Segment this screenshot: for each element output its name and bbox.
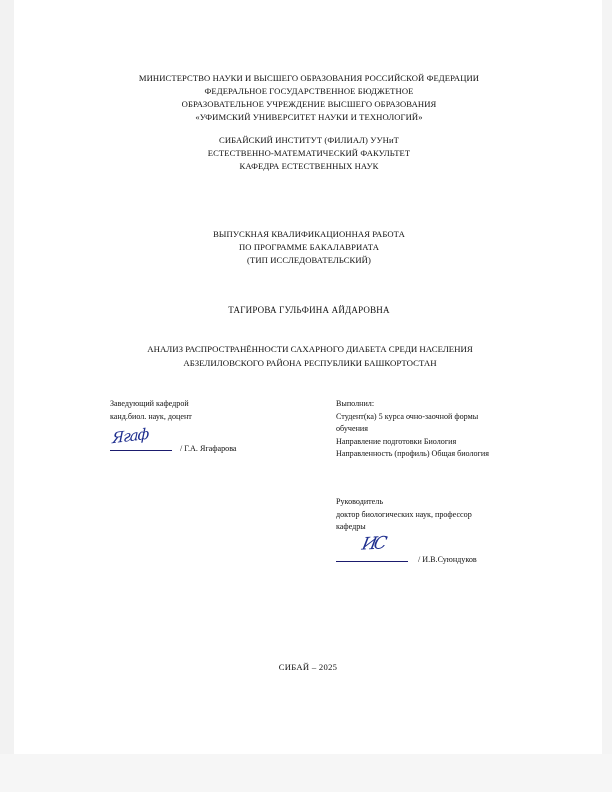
supervisor-block bbox=[336, 496, 586, 568]
head-name: / Г.А. Ягафарова bbox=[180, 444, 237, 453]
student-block bbox=[336, 398, 586, 461]
city-year-footer: СИБАЙ – 2025 bbox=[278, 662, 338, 672]
ministry-line-3: ОБРАЗОВАТЕЛЬНОЕ УЧРЕЖДЕНИЕ ВЫСШЕГО ОБРАЗОВАНИЯ bbox=[181, 99, 437, 109]
head-signature-line bbox=[110, 450, 172, 451]
supervisor-label: Руководитель bbox=[336, 497, 384, 506]
supervisor-line-1: доктор биологических наук, профессор bbox=[336, 509, 472, 519]
title-page-content bbox=[14, 0, 602, 754]
thesis-title bbox=[64, 342, 556, 370]
supervisor-signature-line bbox=[336, 561, 408, 562]
supervisor-signature-row bbox=[336, 532, 586, 568]
work-type-line-3: (ТИП ИССЛЕДОВАТЕЛЬСКИЙ) bbox=[247, 255, 371, 265]
work-type-line-2: ПО ПРОГРАММЕ БАКАЛАВРИАТА bbox=[238, 242, 380, 252]
signature-area bbox=[14, 398, 602, 598]
head-of-department-block bbox=[110, 398, 320, 457]
work-type-line-1: ВЫПУСКНАЯ КВАЛИФИКАЦИОННАЯ РАБОТА bbox=[213, 229, 405, 239]
supervisor-line-2: кафедры bbox=[336, 522, 366, 531]
student-line-1: Студент(ка) 5 курса очно-заочной формы bbox=[336, 411, 479, 421]
head-signature-icon: Ягаф bbox=[111, 424, 149, 448]
student-line-3: Направление подготовки Биология bbox=[336, 436, 457, 446]
head-signature-row bbox=[110, 424, 320, 457]
head-degree: канд.биол. наук, доцент bbox=[110, 411, 192, 421]
supervisor-signature-icon: ИС bbox=[360, 532, 386, 555]
institute-line-3: КАФЕДРА ЕСТЕСТВЕННЫХ НАУК bbox=[239, 161, 379, 171]
ministry-block bbox=[74, 72, 544, 124]
institute-block bbox=[74, 134, 544, 173]
ministry-line-1: МИНИСТЕРСТВО НАУКИ И ВЫСШЕГО ОБРАЗОВАНИЯ РОССИЙСКОЙ ФЕДЕРАЦИИ bbox=[138, 73, 480, 83]
ministry-line-2: ФЕДЕРАЛЬНОЕ ГОСУДАРСТВЕННОЕ БЮДЖЕТНОЕ bbox=[204, 86, 414, 96]
scan-edge-right bbox=[602, 0, 612, 792]
thesis-title-line-2: АБЗЕЛИЛОВСКОГО РАЙОНА РЕСПУБЛИКИ БАШКОРТОСТАН bbox=[183, 358, 437, 368]
head-role: Заведующий кафедрой bbox=[110, 399, 189, 408]
supervisor-name: / И.В.Суюндуков bbox=[418, 554, 477, 564]
student-line-4: Направленность (профиль) Общая биология bbox=[336, 449, 489, 458]
student-line-2: обучения bbox=[336, 424, 368, 433]
institute-line-2: ЕСТЕСТВЕННО-МАТЕМАТИЧЕСКИЙ ФАКУЛЬТЕТ bbox=[207, 148, 411, 158]
author-name: ТАГИРОВА ГУЛЬФИНА АЙДАРОВНА bbox=[228, 305, 390, 315]
student-label: Выполнил: bbox=[336, 399, 375, 408]
ministry-line-4: «УФИМСКИЙ УНИВЕРСИТЕТ НАУКИ И ТЕХНОЛОГИЙ» bbox=[195, 112, 423, 122]
institute-line-1: СИБАЙСКИЙ ИНСТИТУТ (ФИЛИАЛ) УУНиТ bbox=[219, 135, 399, 145]
scan-edge-bottom bbox=[0, 754, 612, 792]
work-type-block bbox=[74, 228, 544, 267]
scan-edge-left bbox=[0, 0, 14, 792]
thesis-title-line-1: АНАЛИЗ РАСПРОСТРАНЁННОСТИ САХАРНОГО ДИАБЕТА СРЕДИ НАСЕЛЕНИЯ bbox=[147, 344, 473, 354]
